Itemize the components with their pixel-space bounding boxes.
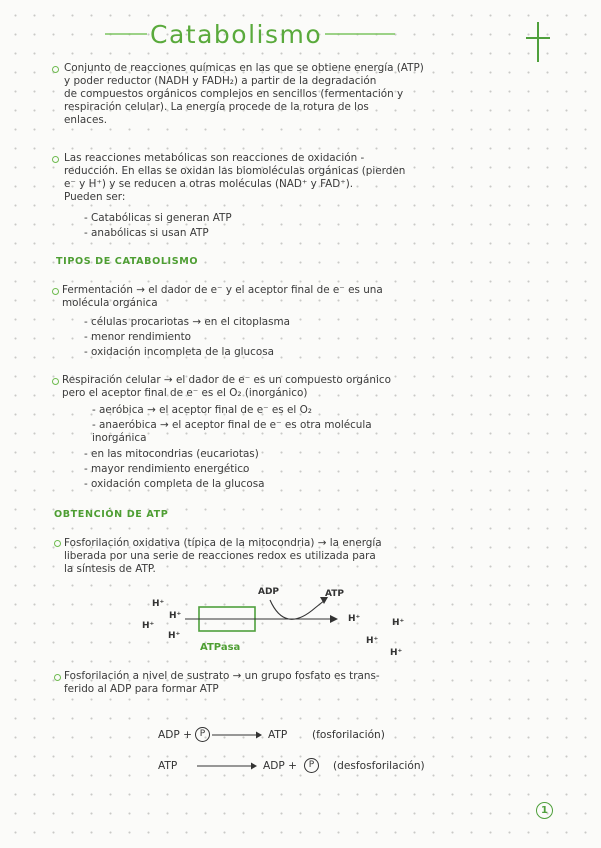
oxidativa-line: la síntesis de ATP.: [64, 562, 156, 575]
fermentacion-line: Fermentación → el dador de e⁻ y el aceptor final de e⁻ es una: [62, 284, 383, 296]
fermentacion-item: - menor rendimiento: [84, 331, 192, 343]
bullet-icon: [52, 66, 59, 73]
proton-label: H⁺: [366, 636, 379, 646]
diagram-adp-label: ADP: [258, 587, 280, 597]
eq2-arrow: [197, 761, 257, 771]
intro-line: respiración celular). La energía procede de la rotura de los: [64, 100, 369, 113]
respiracion-item: - oxidación completa de la glucosa: [84, 478, 265, 490]
proton-label: H⁺: [169, 611, 182, 621]
fermentacion-item: - células procariotas → en el citoplasma: [84, 316, 291, 328]
diagram-atp-label: ATP: [325, 589, 345, 599]
respiracion-line: Respiración celular → el dador de e⁻ es un compuesto orgánico: [62, 374, 391, 386]
eq1-right: ATP: [268, 729, 288, 741]
bullet-icon: [52, 156, 59, 163]
oxidativa-line: Fosforilación oxidativa (típica de la mitocondria) → la energía: [64, 537, 382, 549]
phosphate-label: P: [308, 760, 315, 770]
respiracion-item: - aeróbica → el aceptor final de e⁻ es el O₂: [92, 404, 312, 416]
respiracion-item: - anaeróbica → el aceptor final de e⁻ es otra molécula: [92, 419, 372, 431]
arrow-head: [330, 615, 338, 623]
title-decoration-left: [105, 33, 147, 35]
intro-line: Conjunto de reacciones químicas en las que se obtiene energía (ATP): [64, 62, 424, 74]
eq1-note: (fosforilación): [312, 729, 385, 741]
fermentacion-paragraph: [62, 284, 567, 310]
intro-line: de compuestos orgánicos complejos en sencillos (fermentación y: [64, 87, 404, 100]
page-number: 1: [536, 802, 553, 819]
proton-label: H⁺: [168, 631, 181, 641]
proton-label: H⁺: [142, 621, 155, 631]
sustrato-line: ferido al ADP para formar ATP: [64, 682, 219, 695]
phosphate-circle-icon: [304, 758, 319, 773]
redox-item: - Catabólicas si generan ATP: [84, 212, 232, 224]
proton-label: H⁺: [348, 614, 361, 624]
redox-line: e⁻ y H⁺) y se reducen a otras moléculas (NAD⁺ y FAD⁺).: [64, 177, 354, 190]
page-title: Catabolismo: [150, 20, 323, 49]
respiracion-line: pero el aceptor final de e⁻ es el O₂ (inorgánico): [62, 386, 308, 399]
eq2-note: (desfosforilación): [333, 760, 425, 772]
eq1-left: ADP +: [158, 729, 193, 741]
redox-line: reducción. En ellas se oxidan las biomoléculas orgánicas (pierden: [64, 164, 406, 177]
redox-item: - anabólicas si usan ATP: [84, 227, 209, 239]
respiracion-item: - en las mitocondrias (eucariotas): [84, 448, 259, 460]
eq2-right: ADP +: [263, 760, 298, 772]
proton-label: H⁺: [390, 648, 403, 658]
eq1-arrow: [212, 730, 262, 740]
bullet-icon: [54, 674, 61, 681]
adp-atp-curve: [270, 600, 325, 619]
fermentacion-item: - oxidación incompleta de la glucosa: [84, 346, 274, 358]
redox-line: Pueden ser:: [64, 190, 126, 203]
proton-label: H⁺: [152, 599, 165, 609]
proton-label: H⁺: [392, 618, 405, 628]
bullet-icon: [52, 378, 59, 385]
atpase-diagram: [130, 584, 430, 664]
oxidativa-line: liberada por una serie de reacciones redox es utilizada para: [64, 549, 376, 562]
bullet-icon: [54, 540, 61, 547]
redox-paragraph: [64, 152, 569, 204]
section-heading-obtencion: OBTENCIÓN DE ATP: [54, 509, 169, 520]
section-heading-tipos: TIPOS DE CATABOLISMO: [56, 256, 199, 267]
phosphate-circle-icon: [195, 727, 210, 742]
respiracion-item: - mayor rendimiento energético: [84, 463, 250, 475]
respiracion-item: inorgánica: [92, 432, 147, 444]
respiracion-paragraph: [62, 374, 567, 400]
bullet-icon: [52, 288, 59, 295]
phosphate-label: P: [199, 729, 206, 739]
fosforilacion-oxidativa-paragraph: [64, 537, 569, 576]
intro-paragraph: [64, 62, 569, 127]
atpase-label: ATPasa: [200, 642, 241, 653]
cross-icon-vertical: [537, 22, 539, 62]
sustrato-paragraph: [64, 670, 569, 696]
sustrato-line: Fosforilación a nivel de sustrato → un grupo fosfato es trans-: [64, 670, 380, 682]
fermentacion-line: molécula orgánica: [62, 296, 158, 309]
intro-line: enlaces.: [64, 113, 108, 126]
intro-line: y poder reductor (NADH y FADH₂) a partir de la degradación: [64, 74, 377, 87]
cross-icon-horizontal: [526, 37, 550, 39]
eq2-left: ATP: [158, 760, 178, 772]
title-decoration-right: [325, 33, 395, 35]
redox-line: Las reacciones metabólicas son reacciones de oxidación -: [64, 152, 365, 164]
